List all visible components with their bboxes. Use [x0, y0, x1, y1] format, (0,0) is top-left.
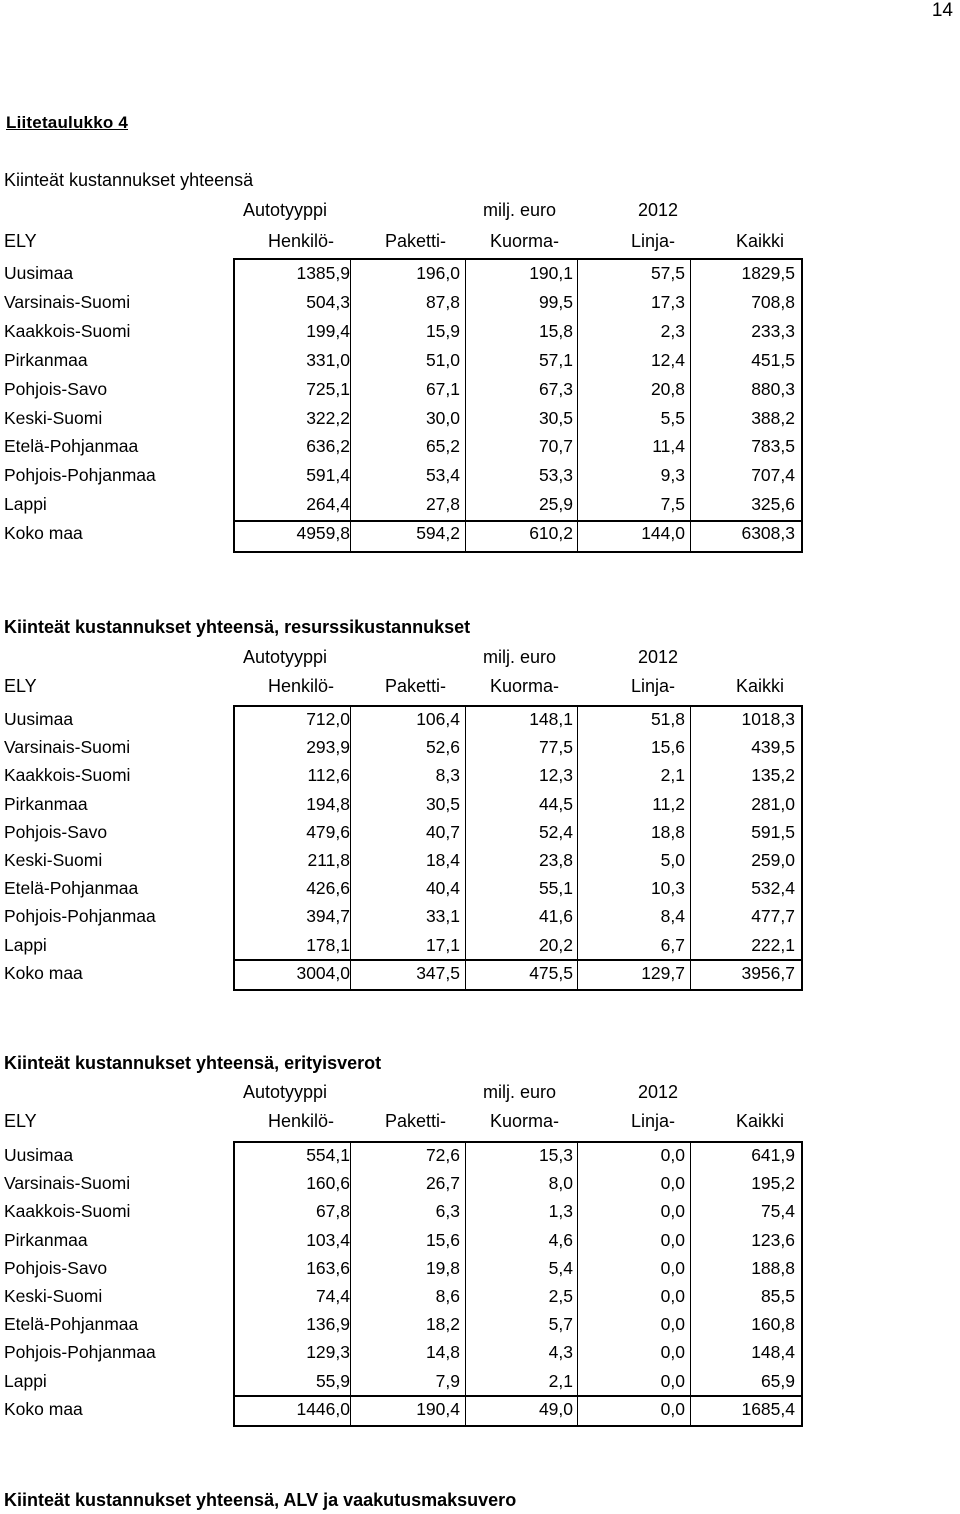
- cost-value: 331,0: [306, 349, 350, 370]
- cost-value: 85,5: [760, 1286, 795, 1306]
- cost-value: 0,0: [660, 1342, 685, 1363]
- cost-value: 67,1: [425, 378, 460, 399]
- cost-value: 148,4: [751, 1342, 795, 1363]
- cost-value: 30,5: [538, 407, 573, 428]
- cost-value: 190,4: [416, 1398, 460, 1419]
- cost-value: 6,7: [660, 934, 685, 955]
- cost-value: 65,2: [425, 436, 460, 457]
- cost-value: 188,8: [751, 1257, 795, 1278]
- cost-value: 67,3: [538, 378, 573, 399]
- cost-value: 15,6: [650, 737, 685, 758]
- cost-value: 72,6: [425, 1145, 460, 1165]
- table-row: [0, 794, 820, 822]
- cost-value: 195,2: [751, 1173, 795, 1194]
- cost-value: 2,1: [548, 1370, 573, 1391]
- cost-value: 5,7: [548, 1314, 573, 1335]
- column-header: Linja-: [631, 676, 676, 696]
- column-header: Kuorma-: [490, 1111, 560, 1131]
- table-row: [0, 709, 820, 737]
- region-name: Kaakkois-Suomi: [4, 1201, 131, 1222]
- cost-value: 112,6: [307, 765, 350, 786]
- column-header: Paketti-: [385, 676, 447, 696]
- cost-value: 99,5: [538, 291, 573, 312]
- column-header: ELY: [4, 1111, 37, 1131]
- cost-value: 388,2: [751, 407, 795, 428]
- cost-value: 9,3: [660, 465, 685, 486]
- cost-value: 1,3: [548, 1201, 573, 1222]
- region-name: Kaakkois-Suomi: [4, 765, 131, 786]
- cost-value: 0,0: [660, 1201, 685, 1222]
- cost-value: 160,6: [306, 1173, 350, 1194]
- column-header: Linja-: [631, 231, 676, 251]
- table-row: [0, 494, 820, 522]
- cost-value: 14,8: [425, 1342, 460, 1363]
- table-row: [0, 878, 820, 906]
- cost-value: 394,7: [306, 906, 350, 927]
- cost-value: 2,3: [660, 320, 685, 341]
- region-name: Etelä-Pohjanmaa: [4, 436, 139, 457]
- cost-value: 15,3: [538, 1145, 573, 1165]
- cost-value: 7,9: [435, 1370, 460, 1391]
- cost-value: 27,8: [425, 494, 460, 515]
- cost-value: 103,4: [306, 1229, 350, 1250]
- cost-value: 12,4: [650, 349, 685, 370]
- vehicle-type-label: Autotyyppi: [243, 1082, 328, 1102]
- column-header: Henkilö-: [268, 676, 335, 696]
- cost-value: 426,6: [306, 878, 350, 899]
- table-meta-row: [0, 647, 820, 673]
- cost-value: 8,0: [548, 1173, 573, 1194]
- table-row: [0, 737, 820, 765]
- vehicle-type-label: Autotyyppi: [243, 200, 328, 220]
- table-row: [0, 1286, 820, 1314]
- cost-value: 211,8: [307, 850, 350, 870]
- cost-value: 233,3: [751, 320, 795, 341]
- region-name: Koko maa: [4, 523, 83, 544]
- cost-value: 0,0: [660, 1229, 685, 1250]
- column-header: Paketti-: [385, 1111, 447, 1131]
- cost-value: 23,8: [538, 850, 573, 870]
- cost-value: 1385,9: [296, 263, 350, 283]
- cost-value: 57,5: [650, 263, 685, 283]
- cost-value: 6,3: [435, 1201, 460, 1222]
- cost-value: 15,9: [425, 320, 460, 341]
- cost-value: 1018,3: [741, 709, 795, 729]
- cost-value: 40,7: [425, 821, 460, 842]
- cost-value: 55,9: [315, 1370, 350, 1391]
- cost-value: 11,2: [652, 793, 685, 814]
- column-header: ELY: [4, 676, 37, 696]
- cost-value: 26,7: [425, 1173, 460, 1194]
- region-name: Varsinais-Suomi: [4, 291, 131, 312]
- column-header: Kaikki: [736, 676, 785, 696]
- cost-value: 293,9: [306, 737, 350, 758]
- cost-value: 160,8: [751, 1314, 795, 1335]
- region-name: Koko maa: [4, 1398, 83, 1419]
- cost-value: 347,5: [416, 962, 460, 983]
- region-name: Etelä-Pohjanmaa: [4, 878, 139, 899]
- unit-label: milj. euro: [483, 647, 557, 667]
- table-row: [0, 1230, 820, 1258]
- cost-value: 44,5: [538, 793, 573, 814]
- column-header: Kaikki: [736, 231, 785, 251]
- region-name: Keski-Suomi: [4, 850, 103, 870]
- region-name: Pohjois-Savo: [4, 1257, 108, 1278]
- section-title: Kiinteät kustannukset yhteensä: [4, 170, 254, 190]
- cost-value: 135,2: [751, 765, 795, 786]
- cost-value: 0,0: [660, 1145, 685, 1165]
- table-meta-row: [0, 200, 820, 226]
- region-name: Pohjois-Pohjanmaa: [4, 465, 156, 486]
- table-row: [0, 379, 820, 407]
- cost-value: 0,0: [660, 1314, 685, 1335]
- cost-value: 1829,5: [741, 263, 795, 283]
- column-header: Kuorma-: [490, 231, 560, 251]
- cost-value: 144,0: [641, 523, 685, 544]
- cost-value: 136,9: [306, 1314, 350, 1335]
- table-row: [0, 850, 820, 878]
- cost-value: 8,6: [435, 1286, 460, 1306]
- table-row: [0, 765, 820, 793]
- region-name: Uusimaa: [4, 1145, 74, 1165]
- cost-value: 129,3: [306, 1342, 350, 1363]
- table-row: [0, 408, 820, 436]
- cost-value: 123,6: [751, 1229, 795, 1250]
- table-header-row: [0, 1111, 820, 1137]
- region-name: Pirkanmaa: [4, 1229, 88, 1250]
- region-name: Koko maa: [4, 962, 83, 983]
- cost-value: 65,9: [760, 1370, 795, 1391]
- cost-value: 199,4: [306, 320, 350, 341]
- table-row: [0, 1201, 820, 1229]
- region-name: Pirkanmaa: [4, 349, 88, 370]
- cost-value: 163,6: [306, 1257, 350, 1278]
- cost-value: 75,4: [760, 1201, 795, 1222]
- year-label: 2012: [638, 1082, 679, 1102]
- cost-value: 15,8: [538, 320, 573, 341]
- cost-value: 708,8: [751, 291, 795, 312]
- cost-value: 18,8: [650, 821, 685, 842]
- table-row: [0, 292, 820, 320]
- table-row: [0, 465, 820, 493]
- appendix-title: Liitetaulukko 4: [6, 113, 129, 132]
- cost-value: 0,0: [660, 1398, 685, 1419]
- region-name: Pirkanmaa: [4, 793, 88, 814]
- cost-value: 129,7: [641, 962, 685, 983]
- cost-value: 725,1: [306, 378, 350, 399]
- table-row: [0, 906, 820, 934]
- region-name: Varsinais-Suomi: [4, 1173, 131, 1194]
- cost-value: 196,0: [416, 263, 460, 283]
- table-row: [0, 1342, 820, 1370]
- cost-value: 0,0: [660, 1286, 685, 1306]
- cost-value: 475,5: [529, 962, 573, 983]
- cost-value: 554,1: [306, 1145, 350, 1165]
- total-row: [0, 523, 820, 551]
- column-header: Linja-: [631, 1111, 676, 1131]
- total-row: [0, 963, 820, 991]
- cost-value: 610,2: [529, 523, 573, 544]
- cost-value: 322,2: [306, 407, 350, 428]
- cost-value: 591,4: [306, 465, 350, 486]
- table-row: [0, 350, 820, 378]
- table-row: [0, 1314, 820, 1342]
- cost-value: 106,4: [416, 709, 460, 729]
- region-name: Keski-Suomi: [4, 407, 103, 428]
- cost-value: 707,4: [751, 465, 795, 486]
- cost-value: 53,3: [538, 465, 573, 486]
- cost-value: 783,5: [751, 436, 795, 457]
- cost-value: 8,4: [660, 906, 685, 927]
- table-row: [0, 1258, 820, 1286]
- region-name: Pohjois-Savo: [4, 821, 108, 842]
- cost-value: 49,0: [538, 1398, 573, 1419]
- section-title: Kiinteät kustannukset yhteensä, erityisverot: [4, 1053, 382, 1073]
- cost-value: 12,3: [538, 765, 573, 786]
- cost-value: 0,0: [660, 1173, 685, 1194]
- region-name: Pohjois-Savo: [4, 378, 108, 399]
- column-header: Paketti-: [385, 231, 447, 251]
- table-row: [0, 263, 820, 291]
- cost-value: 5,4: [548, 1257, 573, 1278]
- column-header: Henkilö-: [268, 231, 335, 251]
- cost-value: 30,5: [425, 793, 460, 814]
- cost-value: 712,0: [306, 709, 350, 729]
- cost-value: 1446,0: [296, 1398, 350, 1419]
- cost-value: 87,8: [425, 291, 460, 312]
- year-label: 2012: [638, 200, 679, 220]
- cost-value: 74,4: [315, 1286, 350, 1306]
- unit-label: milj. euro: [483, 1082, 557, 1102]
- cost-value: 55,1: [538, 878, 573, 899]
- cost-value: 4,6: [548, 1229, 573, 1250]
- cost-value: 17,3: [650, 291, 685, 312]
- cost-value: 281,0: [751, 793, 795, 814]
- cost-value: 52,4: [538, 821, 573, 842]
- page-number: 14: [931, 0, 953, 21]
- cost-value: 594,2: [416, 523, 460, 544]
- column-header: Henkilö-: [268, 1111, 335, 1131]
- region-name: Lappi: [4, 1370, 47, 1391]
- cost-value: 57,1: [538, 349, 573, 370]
- cost-value: 477,7: [751, 906, 795, 927]
- cost-value: 3956,7: [741, 962, 795, 983]
- cost-value: 148,1: [529, 709, 573, 729]
- cost-value: 5,0: [660, 850, 685, 870]
- cost-value: 70,7: [538, 436, 573, 457]
- region-name: Uusimaa: [4, 263, 74, 283]
- cost-value: 4,3: [548, 1342, 573, 1363]
- cost-value: 20,2: [538, 934, 573, 955]
- cost-value: 4959,8: [296, 523, 350, 544]
- cost-value: 53,4: [425, 465, 460, 486]
- cost-value: 20,8: [650, 378, 685, 399]
- cost-value: 5,5: [660, 407, 685, 428]
- cost-value: 439,5: [751, 737, 795, 758]
- cost-value: 479,6: [306, 821, 350, 842]
- cost-value: 641,9: [751, 1145, 795, 1165]
- cost-value: 15,6: [425, 1229, 460, 1250]
- column-header: ELY: [4, 231, 37, 251]
- cost-value: 6308,3: [741, 523, 795, 544]
- cost-value: 194,8: [306, 793, 350, 814]
- table-row: [0, 1371, 820, 1399]
- cost-value: 11,4: [652, 436, 685, 457]
- table-row: [0, 822, 820, 850]
- cost-value: 1685,4: [741, 1398, 795, 1419]
- cost-value: 51,0: [425, 349, 460, 370]
- cost-value: 67,8: [315, 1201, 350, 1222]
- cost-value: 19,8: [425, 1257, 460, 1278]
- cost-value: 222,1: [751, 934, 795, 955]
- cost-value: 504,3: [306, 291, 350, 312]
- region-name: Pohjois-Pohjanmaa: [4, 1342, 156, 1363]
- cost-value: 2,1: [660, 765, 685, 786]
- cost-value: 8,3: [435, 765, 460, 786]
- table-row: [0, 1145, 820, 1173]
- column-header: Kaikki: [736, 1111, 785, 1131]
- cost-value: 18,4: [425, 850, 460, 870]
- region-name: Varsinais-Suomi: [4, 737, 131, 758]
- cost-value: 10,3: [650, 878, 685, 899]
- cost-value: 636,2: [306, 436, 350, 457]
- cost-value: 2,5: [548, 1286, 573, 1306]
- cost-value: 7,5: [660, 494, 685, 515]
- region-name: Kaakkois-Suomi: [4, 320, 131, 341]
- table-row: [0, 1173, 820, 1201]
- table-row: [0, 321, 820, 349]
- cost-value: 178,1: [306, 934, 350, 955]
- cost-value: 52,6: [425, 737, 460, 758]
- region-name: Uusimaa: [4, 709, 74, 729]
- cost-value: 190,1: [529, 263, 573, 283]
- cost-value: 591,5: [751, 821, 795, 842]
- cost-value: 51,8: [650, 709, 685, 729]
- vehicle-type-label: Autotyyppi: [243, 647, 328, 667]
- cost-value: 33,1: [425, 906, 460, 927]
- cost-value: 0,0: [660, 1370, 685, 1391]
- cost-value: 259,0: [751, 850, 795, 870]
- year-label: 2012: [638, 647, 679, 667]
- cost-value: 77,5: [538, 737, 573, 758]
- cost-value: 30,0: [425, 407, 460, 428]
- cost-value: 0,0: [660, 1257, 685, 1278]
- cost-value: 40,4: [425, 878, 460, 899]
- column-header: Kuorma-: [490, 676, 560, 696]
- region-name: Lappi: [4, 494, 47, 515]
- table-row: [0, 436, 820, 464]
- cost-value: 25,9: [538, 494, 573, 515]
- table-meta-row: [0, 1082, 820, 1108]
- region-name: Pohjois-Pohjanmaa: [4, 906, 156, 927]
- region-name: Lappi: [4, 934, 47, 955]
- footer-section-title: Kiinteät kustannukset yhteensä, ALV ja vaakutusmaksuvero: [4, 1490, 517, 1510]
- cost-value: 3004,0: [296, 962, 350, 983]
- region-name: Etelä-Pohjanmaa: [4, 1314, 139, 1335]
- cost-value: 325,6: [751, 494, 795, 515]
- cost-value: 264,4: [306, 494, 350, 515]
- table-row: [0, 935, 820, 963]
- cost-value: 41,6: [538, 906, 573, 927]
- total-row: [0, 1399, 820, 1427]
- table-header-row: [0, 231, 820, 257]
- cost-value: 18,2: [425, 1314, 460, 1335]
- cost-value: 880,3: [751, 378, 795, 399]
- region-name: Keski-Suomi: [4, 1286, 103, 1306]
- section-title: Kiinteät kustannukset yhteensä, resurssikustannukset: [4, 617, 471, 637]
- cost-value: 17,1: [425, 934, 460, 955]
- cost-value: 532,4: [751, 878, 795, 899]
- table-header-row: [0, 676, 820, 702]
- cost-value: 451,5: [751, 349, 795, 370]
- unit-label: milj. euro: [483, 200, 557, 220]
